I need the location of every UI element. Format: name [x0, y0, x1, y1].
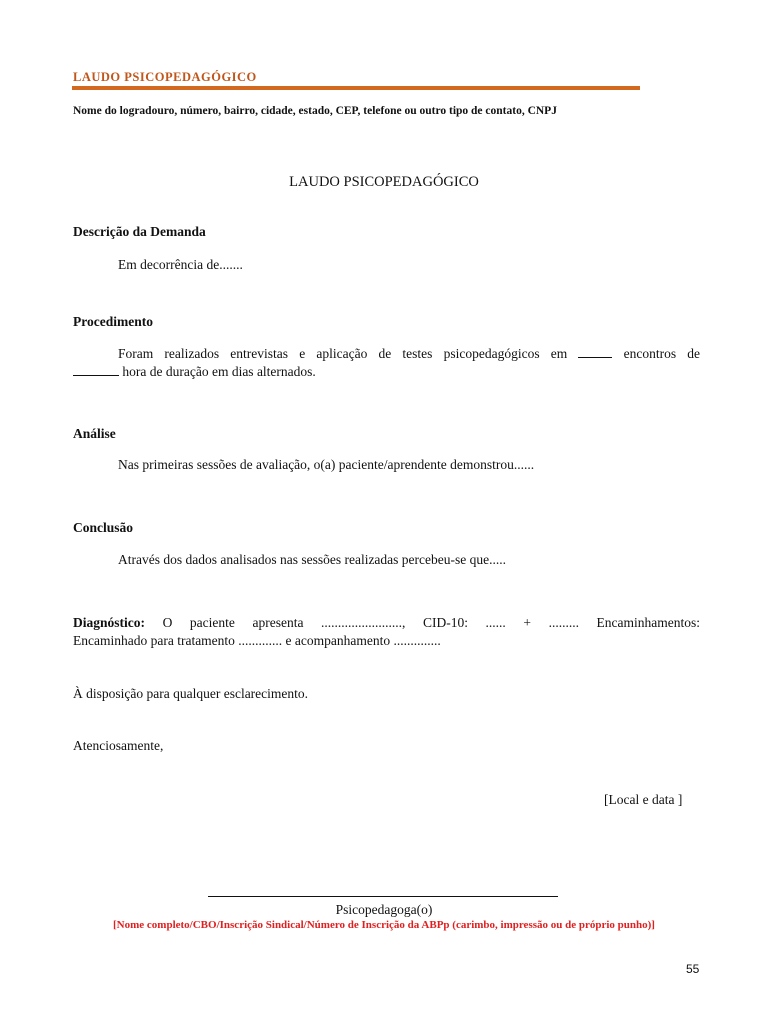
signature-line [208, 896, 558, 897]
procedimento-line-1 [118, 345, 700, 362]
place-date: [Local e data ] [604, 792, 683, 807]
header-address: Nome do logradouro, número, bairro, cidade, estado, CEP, telefone ou outro tipo de contato, CNPJ [73, 105, 557, 117]
encounters-blank [578, 345, 612, 358]
regards-text: Atenciosamente, [73, 738, 164, 753]
section-heading-demanda: Descrição da Demanda [73, 224, 206, 239]
procedimento-line-1-text: Foram realizados entrevistas e aplicação de testes psicopedagógicos em [118, 346, 568, 361]
diagnostico-label: Diagnóstico: [73, 615, 145, 630]
duration-blank [73, 363, 119, 376]
conclusao-text: Através dos dados analisados nas sessões realizadas percebeu-se que..... [118, 552, 506, 567]
signature-role: Psicopedagoga(o) [335, 902, 433, 917]
procedimento-line-2-end: hora de duração em dias alternados. [122, 364, 316, 379]
analise-text: Nas primeiras sessões de avaliação, o(a) paciente/aprendente demonstrou...... [118, 457, 535, 472]
header-title: LAUDO PSICOPEDAGÓGICO [73, 70, 257, 84]
signature-info: [Nome completo/CBO/Inscrição Sindical/Número de Inscrição da ABPp (carimbo, impressão ou de próprio punho)] [113, 919, 655, 931]
page-number: 55 [686, 962, 700, 976]
document-title: LAUDO PSICOPEDAGÓGICO [289, 174, 479, 190]
procedimento-line-2 [73, 363, 316, 380]
closing-text: À disposição para qualquer esclarecimento. [73, 686, 309, 701]
demanda-text: Em decorrência de....... [118, 257, 243, 272]
section-heading-analise: Análise [73, 426, 116, 441]
diagnostico-line-2: Encaminhado para tratamento ............. e acompanhamento .............. [73, 633, 441, 648]
procedimento-line-1-end: encontros de [623, 346, 701, 361]
section-heading-conclusao: Conclusão [73, 520, 134, 535]
section-heading-procedimento: Procedimento [73, 314, 153, 329]
diagnostico-line-1 [73, 615, 700, 631]
header-rule [72, 86, 640, 90]
diagnostico-line-1-text: O paciente apresenta ........................, CID-10: ...... + ......... Encaminhamentos: [162, 615, 700, 630]
